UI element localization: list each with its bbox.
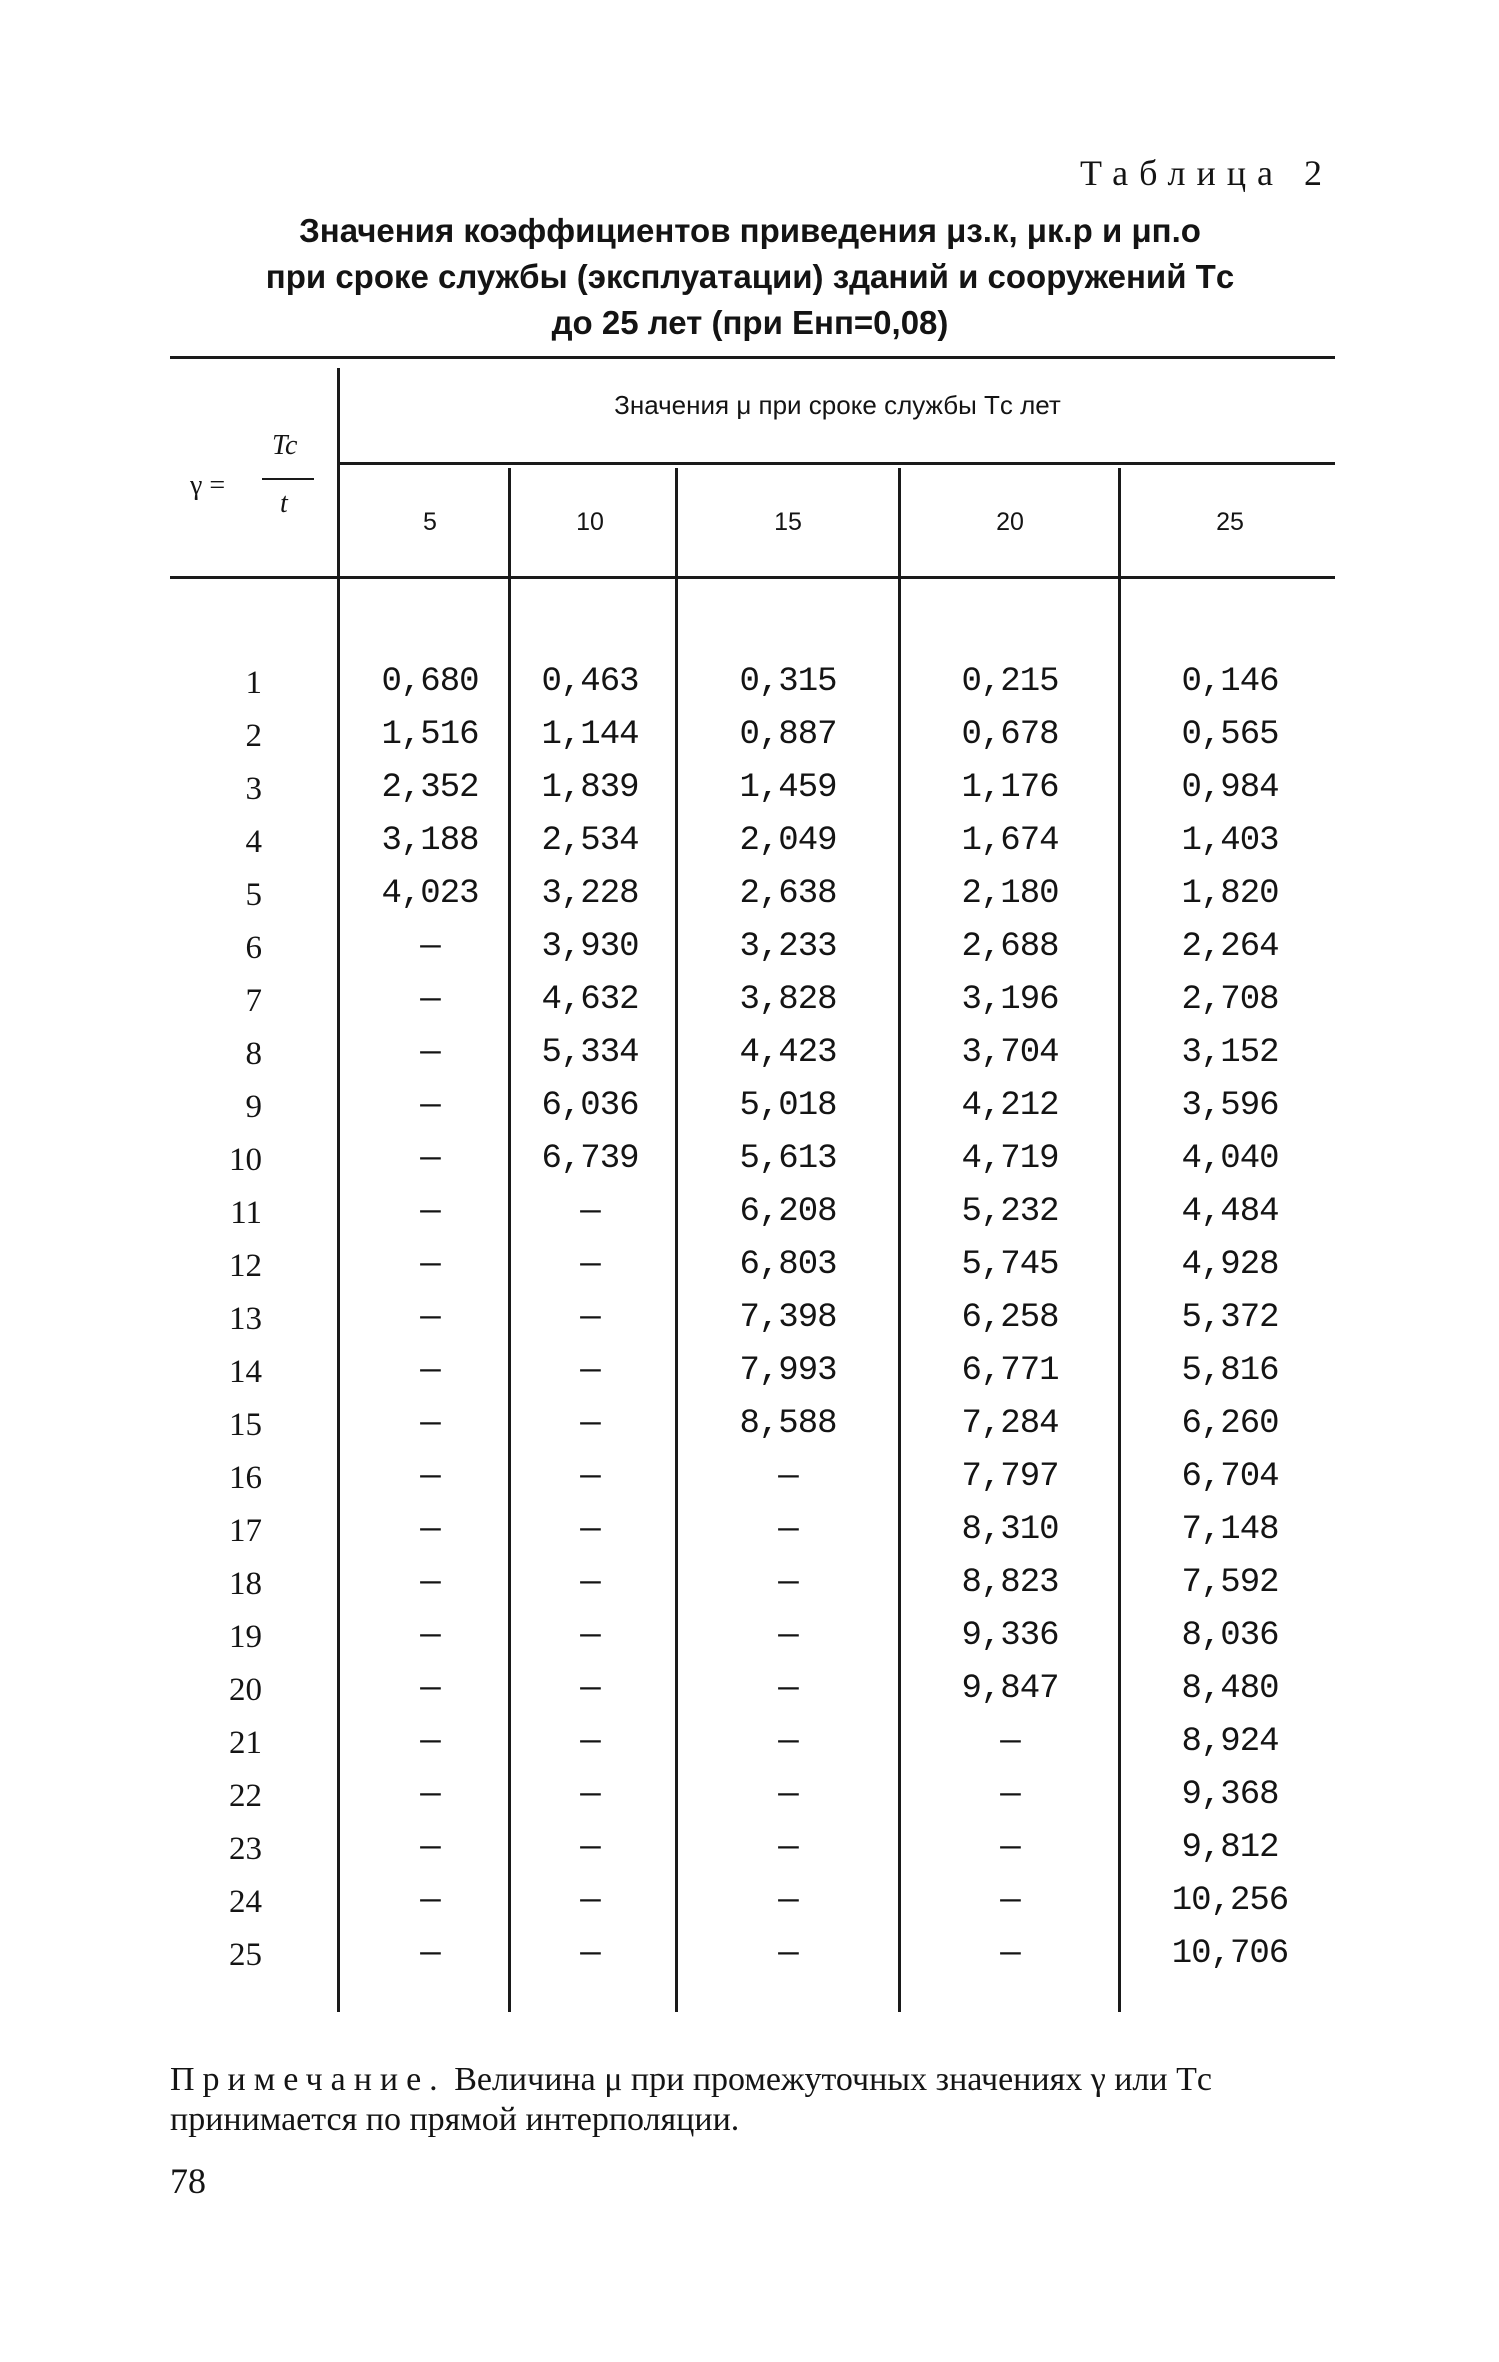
mu-value: 1,516: [381, 716, 479, 754]
mu-value: 4,023: [381, 875, 479, 913]
mu-value: —: [420, 1564, 440, 1602]
mu-value: 2,049: [739, 822, 837, 860]
gamma-value: 12: [229, 1248, 262, 1284]
mu-value: 6,739: [541, 1140, 639, 1178]
mu-value: 3,152: [1181, 1034, 1279, 1072]
gamma-value: 22: [229, 1778, 262, 1814]
mu-value: —: [420, 1882, 440, 1920]
mu-value: 5,372: [1181, 1299, 1279, 1337]
mu-value: —: [778, 1511, 798, 1549]
mu-value: —: [778, 1458, 798, 1496]
mu-value: 3,228: [541, 875, 639, 913]
mu-value: 1,820: [1181, 875, 1279, 913]
mu-value: 0,678: [961, 716, 1059, 754]
gamma-value: 9: [245, 1089, 262, 1125]
mu-value: 1,176: [961, 769, 1059, 807]
page-number: 78: [170, 2161, 206, 2201]
mu-value: 4,040: [1181, 1140, 1279, 1178]
mu-value: 3,704: [961, 1034, 1059, 1072]
mu-value: —: [778, 1935, 798, 1973]
mu-value: 2,708: [1181, 981, 1279, 1019]
column-header-20: 20: [996, 508, 1024, 536]
mu-value: —: [420, 981, 440, 1019]
gamma-value: 23: [229, 1831, 262, 1867]
mu-value: —: [778, 1882, 798, 1920]
mu-value: 4,632: [541, 981, 639, 1019]
column-divider-1: [508, 468, 511, 2012]
mu-value: —: [420, 1458, 440, 1496]
mu-value: 1,403: [1181, 822, 1279, 860]
column-divider-2: [675, 468, 678, 2012]
mu-value: 3,188: [381, 822, 479, 860]
mu-value: —: [580, 1299, 600, 1337]
mu-value: 7,797: [961, 1458, 1059, 1496]
mu-value: —: [580, 1193, 600, 1231]
mu-value: —: [778, 1617, 798, 1655]
footnote: [170, 2060, 1340, 2140]
mu-value: 1,839: [541, 769, 639, 807]
gamma-value: 7: [245, 983, 262, 1019]
mu-value: 8,588: [739, 1405, 837, 1443]
mu-value: —: [778, 1564, 798, 1602]
mu-value: —: [420, 1352, 440, 1390]
mu-value: —: [420, 1140, 440, 1178]
mu-value: 5,613: [739, 1140, 837, 1178]
column-header-10: 10: [576, 508, 604, 536]
mu-value: —: [1000, 1829, 1020, 1867]
gamma-value: 2: [245, 718, 262, 754]
table-title: [170, 208, 1330, 346]
mu-value: 8,924: [1181, 1723, 1279, 1761]
gamma-value: 8: [245, 1036, 262, 1072]
mu-value: 6,208: [739, 1193, 837, 1231]
mu-value: 4,484: [1181, 1193, 1279, 1231]
gamma-value: 4: [245, 824, 262, 860]
gamma-value: 1: [245, 665, 262, 701]
mu-value: 7,398: [739, 1299, 837, 1337]
mu-value: 6,258: [961, 1299, 1059, 1337]
mu-value: —: [1000, 1723, 1020, 1761]
mu-value: 0,463: [541, 663, 639, 701]
mu-value: 3,828: [739, 981, 837, 1019]
mu-value: —: [420, 1935, 440, 1973]
mu-value: 0,680: [381, 663, 479, 701]
mu-value: 7,148: [1181, 1511, 1279, 1549]
mu-value: 1,144: [541, 716, 639, 754]
mu-value: 5,018: [739, 1087, 837, 1125]
mu-value: 7,993: [739, 1352, 837, 1390]
gamma-value: 14: [229, 1354, 262, 1390]
mu-value: —: [580, 1670, 600, 1708]
column-header-15: 15: [774, 508, 802, 536]
mu-value: —: [1000, 1935, 1020, 1973]
gamma-denominator: t: [280, 488, 288, 519]
mu-value: 4,423: [739, 1034, 837, 1072]
mu-value: 8,310: [961, 1511, 1059, 1549]
mu-value: —: [420, 1617, 440, 1655]
gamma-value: 15: [229, 1407, 262, 1443]
table-top-rule: [170, 356, 1335, 359]
title-line-3: до 25 лет (при Eнп=0,08): [551, 304, 949, 341]
mu-value: 2,534: [541, 822, 639, 860]
mu-value: 3,596: [1181, 1087, 1279, 1125]
mu-value: 8,480: [1181, 1670, 1279, 1708]
group-header: Значения μ при сроке службы Tс лет: [614, 390, 1061, 420]
mu-value: 6,771: [961, 1352, 1059, 1390]
gamma-value: 17: [229, 1513, 262, 1549]
mu-value: —: [580, 1405, 600, 1443]
mu-value: 5,816: [1181, 1352, 1279, 1390]
mu-value: 9,847: [961, 1670, 1059, 1708]
gamma-value: 11: [230, 1195, 262, 1231]
mu-value: 6,803: [739, 1246, 837, 1284]
gamma-numerator: Tc: [272, 430, 298, 461]
mu-value: —: [420, 1405, 440, 1443]
mu-value: 9,336: [961, 1617, 1059, 1655]
mu-value: 0,984: [1181, 769, 1279, 807]
gamma-value: 21: [229, 1725, 262, 1761]
mu-value: 4,719: [961, 1140, 1059, 1178]
mu-value: —: [580, 1564, 600, 1602]
mu-value: 1,459: [739, 769, 837, 807]
mu-value: 0,887: [739, 716, 837, 754]
gamma-value: 19: [229, 1619, 262, 1655]
gamma-value: 24: [229, 1884, 262, 1920]
mu-value: —: [1000, 1882, 1020, 1920]
mu-value: 4,212: [961, 1087, 1059, 1125]
mu-value: —: [420, 1087, 440, 1125]
mu-value: —: [580, 1723, 600, 1761]
mu-value: 7,592: [1181, 1564, 1279, 1602]
footnote-lead: Примечание.: [170, 2061, 446, 2098]
group-header-rule: [340, 462, 1335, 465]
mu-value: —: [580, 1829, 600, 1867]
mu-value: 6,260: [1181, 1405, 1279, 1443]
mu-value: —: [420, 1299, 440, 1337]
header-bottom-rule: [170, 576, 1335, 579]
mu-value: 8,036: [1181, 1617, 1279, 1655]
mu-value: 5,745: [961, 1246, 1059, 1284]
fraction-bar: [262, 478, 314, 480]
mu-value: 2,638: [739, 875, 837, 913]
table-label: Таблица 2: [1080, 153, 1333, 193]
mu-value: 0,565: [1181, 716, 1279, 754]
mu-value: —: [778, 1723, 798, 1761]
mu-value: 6,704: [1181, 1458, 1279, 1496]
gamma-value: 13: [229, 1301, 262, 1337]
gamma-value: 20: [229, 1672, 262, 1708]
mu-value: 0,215: [961, 663, 1059, 701]
mu-value: 1,674: [961, 822, 1059, 860]
footnote-text: Величина μ при промежуточных значениях γ или Tс принимается по прямой интерполяции.: [170, 2061, 1212, 2138]
mu-value: 3,233: [739, 928, 837, 966]
mu-value: 5,334: [541, 1034, 639, 1072]
gamma-header: [180, 430, 320, 530]
mu-value: —: [420, 1723, 440, 1761]
mu-value: 9,812: [1181, 1829, 1279, 1867]
gamma-value: 10: [229, 1142, 262, 1178]
mu-value: 3,196: [961, 981, 1059, 1019]
mu-value: —: [1000, 1776, 1020, 1814]
mu-value: —: [420, 1034, 440, 1072]
column-divider-3: [898, 468, 901, 2012]
column-header-5: 5: [423, 508, 437, 536]
mu-value: 2,352: [381, 769, 479, 807]
mu-value: —: [420, 1246, 440, 1284]
mu-value: —: [580, 1458, 600, 1496]
gamma-symbol: γ =: [190, 470, 226, 501]
mu-value: 3,930: [541, 928, 639, 966]
mu-value: —: [420, 928, 440, 966]
column-header-25: 25: [1216, 508, 1244, 536]
mu-value: 7,284: [961, 1405, 1059, 1443]
mu-value: 2,264: [1181, 928, 1279, 966]
gamma-value: 3: [245, 771, 262, 807]
mu-value: —: [420, 1776, 440, 1814]
gamma-value: 25: [229, 1937, 262, 1973]
mu-value: —: [778, 1776, 798, 1814]
mu-value: 0,315: [739, 663, 837, 701]
mu-value: —: [580, 1935, 600, 1973]
mu-value: —: [420, 1670, 440, 1708]
mu-value: —: [580, 1617, 600, 1655]
title-line-1: Значения коэффициентов приведения μз.к, μк.р и μп.о: [299, 212, 1201, 249]
gamma-value: 16: [229, 1460, 262, 1496]
mu-value: 9,368: [1181, 1776, 1279, 1814]
mu-value: 0,146: [1181, 663, 1279, 701]
mu-value: —: [778, 1829, 798, 1867]
mu-value: 8,823: [961, 1564, 1059, 1602]
mu-value: 10,706: [1171, 1935, 1289, 1973]
mu-value: —: [580, 1776, 600, 1814]
mu-value: 2,688: [961, 928, 1059, 966]
gamma-value: 18: [229, 1566, 262, 1602]
mu-value: 6,036: [541, 1087, 639, 1125]
title-line-2: при сроке службы (эксплуатации) зданий и сооружений Tс: [265, 258, 1235, 295]
mu-value: 5,232: [961, 1193, 1059, 1231]
mu-value: —: [420, 1829, 440, 1867]
gamma-value: 5: [245, 877, 262, 913]
gamma-value: 6: [245, 930, 262, 966]
mu-value: —: [580, 1352, 600, 1390]
mu-value: —: [580, 1246, 600, 1284]
gamma-column-divider: [337, 368, 340, 2012]
mu-value: —: [420, 1511, 440, 1549]
mu-value: —: [580, 1882, 600, 1920]
mu-value: —: [778, 1670, 798, 1708]
mu-value: 2,180: [961, 875, 1059, 913]
mu-value: 4,928: [1181, 1246, 1279, 1284]
column-divider-4: [1118, 468, 1121, 2012]
mu-value: —: [420, 1193, 440, 1231]
mu-value: —: [580, 1511, 600, 1549]
mu-value: 10,256: [1171, 1882, 1289, 1920]
